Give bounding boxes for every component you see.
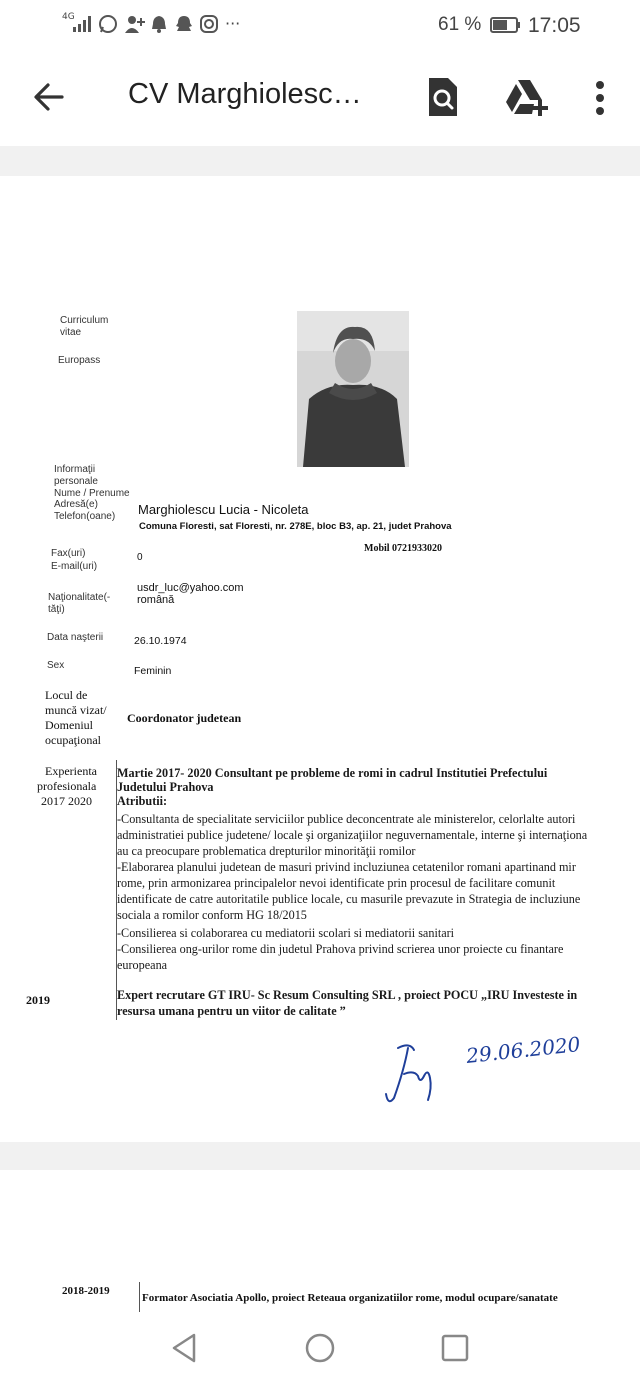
value-email: usdr_luc@yahoo.com bbox=[137, 582, 244, 594]
value-address: Comuna Floresti, sat Floresti, nr. 278E, bloc B3, ap. 21, judet Prahova bbox=[139, 521, 452, 532]
exp-line: -Consilierea ong-urilor rome din judetul Prahova privind scrierea unor proiecte cu finantare bbox=[117, 942, 564, 956]
network-type: 4G bbox=[62, 12, 75, 22]
page2-divider bbox=[139, 1282, 140, 1312]
page2-text: Formator Asociatia Apollo, proiect Reteaua organizatiilor rome, modul ocupare/sanatate bbox=[142, 1292, 558, 1304]
label-name: Nume / Prenume bbox=[54, 488, 130, 499]
label-year-2019: 2019 bbox=[26, 993, 50, 1007]
back-arrow-icon[interactable] bbox=[32, 80, 66, 114]
document-page-1 bbox=[0, 176, 640, 1142]
clock: 17:05 bbox=[528, 14, 581, 37]
label-nationality-2: tăţi) bbox=[48, 604, 65, 615]
status-bar bbox=[0, 0, 640, 50]
label-job-2: muncă vizat/ bbox=[45, 703, 107, 717]
overflow-menu-icon[interactable] bbox=[594, 80, 606, 116]
value-mobile: Mobil 0721933020 bbox=[364, 543, 443, 554]
battery-icon bbox=[490, 16, 522, 34]
value-birth: 26.10.1974 bbox=[134, 635, 187, 647]
label-info-1: Informaţii bbox=[54, 464, 96, 475]
label-info-2: personale bbox=[54, 476, 98, 487]
recents-square-icon[interactable] bbox=[440, 1333, 470, 1363]
exp-line: au ca preocupare problematica drepturilor minorităţii romilor bbox=[117, 844, 416, 858]
handwritten-signature bbox=[380, 1040, 450, 1108]
snapchat-icon bbox=[174, 14, 194, 34]
label-job-3: Domeniul bbox=[45, 718, 93, 732]
label-exp-1: Experienta bbox=[45, 764, 97, 778]
label-job-4: ocupaţional bbox=[45, 733, 101, 747]
expert-line: resursa umana pentru un viitor de calitate ” bbox=[117, 1004, 346, 1018]
value-name: Marghiolescu Lucia - Nicoleta bbox=[138, 502, 309, 517]
cv-header-line2: vitae bbox=[60, 327, 82, 338]
document-title: CV Marghiolesc… bbox=[128, 78, 362, 110]
label-job-1: Locul de bbox=[45, 688, 88, 702]
exp-line: identificate de catre autoritatile publice locale, cu masurile prevazute in Strategia de incluziune bbox=[117, 892, 581, 906]
app-bar bbox=[0, 50, 640, 146]
exp-line: sociala a romilor conform HG 18/2015 bbox=[117, 908, 307, 922]
navigation-bar bbox=[0, 1312, 640, 1386]
label-fax: Fax(uri) bbox=[51, 548, 86, 559]
label-address: Adresă(e) bbox=[54, 499, 98, 510]
battery-percent: 61 % bbox=[438, 14, 482, 35]
value-fax: 0 bbox=[137, 552, 143, 563]
exp-line: -Consultanta de specialitate serviciilor publice deconcentrate ale ministerelor, celorlalte autori bbox=[117, 812, 576, 826]
bell-icon bbox=[150, 14, 168, 34]
exp-line: administratiei publice judetene/ locale şi organizaţiilor neguvernamentale, interne şi internaţiona bbox=[117, 828, 588, 842]
label-exp-2: profesionala bbox=[37, 779, 97, 793]
exp-line: europeana bbox=[117, 958, 168, 972]
label-sex: Sex bbox=[47, 660, 65, 671]
add-to-drive-icon[interactable] bbox=[506, 78, 550, 116]
exp-line: -Elaborarea planului judetean de masuri privind incluziunea cetatenilor romani apartinand mir bbox=[117, 860, 576, 874]
exp-line: Atributii: bbox=[117, 794, 168, 808]
more-dots-icon: ··· bbox=[225, 14, 241, 33]
back-triangle-icon[interactable] bbox=[170, 1332, 198, 1364]
label-phone: Telefon(oane) bbox=[54, 511, 116, 522]
value-sex: Feminin bbox=[134, 665, 172, 677]
instagram-icon bbox=[200, 15, 218, 33]
label-exp-3: 2017 2020 bbox=[41, 794, 92, 808]
exp-line: Martie 2017- 2020 Consultant pe probleme de romi in cadrul Institutiei Prefectului bbox=[117, 766, 548, 780]
value-job: Coordonator judetean bbox=[127, 711, 242, 725]
value-nationality: română bbox=[137, 594, 175, 606]
cv-header-line1: Curriculum bbox=[60, 315, 109, 326]
cv-header-line3: Europass bbox=[58, 355, 101, 366]
profile-photo bbox=[297, 311, 409, 467]
add-contact-icon bbox=[124, 14, 146, 34]
label-email: E-mail(uri) bbox=[51, 561, 98, 572]
whatsapp-icon bbox=[98, 14, 118, 34]
signal-icon bbox=[72, 16, 92, 32]
handwritten-date: 29.06.2020 bbox=[465, 1032, 582, 1068]
label-birth: Data naşterii bbox=[47, 632, 104, 643]
expert-line: Expert recrutare GT IRU- Sc Resum Consulting SRL , proiect POCU „IRU Investeste in bbox=[117, 988, 578, 1002]
page2-years: 2018-2019 bbox=[62, 1285, 110, 1297]
exp-line: Judetului Prahova bbox=[117, 780, 214, 794]
document-page-2 bbox=[0, 1170, 640, 1312]
home-circle-icon[interactable] bbox=[304, 1332, 336, 1364]
exp-line: rome, prin armonizarea principalelor nevoi identificate prin procesul de facilitare comunit bbox=[117, 876, 556, 890]
exp-line: -Consilierea si colaborarea cu mediatorii scolari si mediatorii sanitari bbox=[117, 926, 455, 940]
label-nationality-1: Naţionalitate(- bbox=[48, 592, 111, 603]
search-document-icon[interactable] bbox=[426, 76, 460, 118]
